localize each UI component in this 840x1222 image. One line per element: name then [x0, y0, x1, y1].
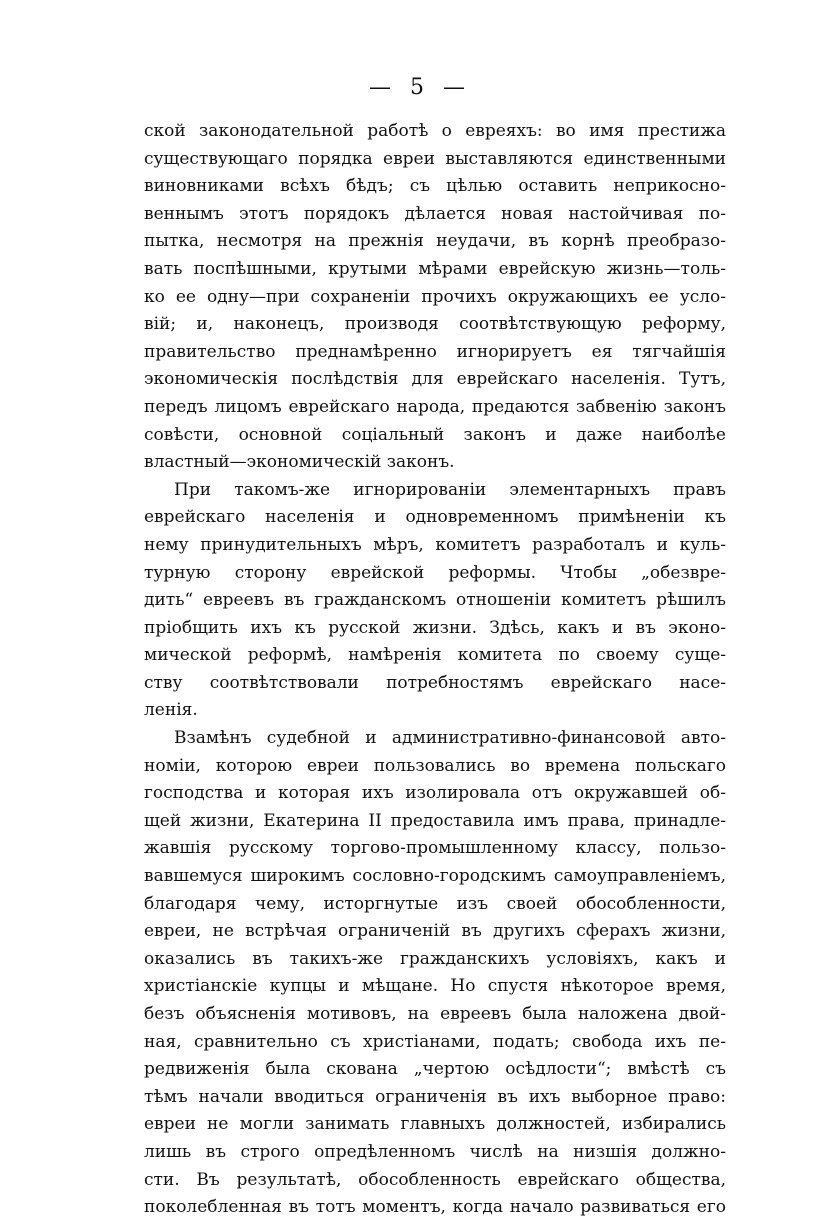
text-line: ная, сравнительно съ христіанами, подать; свобода ихъ пе- — [144, 1031, 726, 1052]
text-line: ству соотвѣтствовали потребностямъ еврейскаго насе- — [144, 672, 726, 693]
text-line: вать поспѣшными, крутыми мѣрами еврейскую жизнь—толь- — [144, 258, 726, 279]
text-line: передъ лицомъ еврейскаго народа, предаются забвенію законъ — [144, 396, 726, 417]
text-line: ской законодательной работѣ о евреяхъ: во имя престижа — [144, 121, 726, 141]
text-line: тѣмъ начали вводиться ограниченія въ ихъ выборное право: — [144, 1086, 726, 1107]
text-line: виновниками всѣхъ бѣдъ; съ цѣлью оставить неприкосно- — [144, 176, 726, 197]
text-line: жавшія русскому торгово-промышленному классу, пользо- — [144, 838, 726, 859]
text-line: ко ее одну—при сохраненіи прочихъ окружающихъ ее усло- — [144, 286, 726, 307]
body-text — [144, 118, 726, 1222]
text-line: господства и которая ихъ изолировала отъ окружавшей об- — [144, 783, 726, 804]
text-line: оказались въ такихъ-же гражданскихъ условіяхъ, какъ и — [144, 948, 726, 969]
text-line: щей жизни, Екатерина II предоставила имъ права, принадле- — [144, 810, 726, 831]
text-line: благодаря чему, исторгнутые изъ своей обособленности, — [144, 893, 726, 914]
text-line: Взамѣнъ судебной и административно-финансовой авто- — [174, 728, 726, 749]
text-line: пытка, несмотря на прежнія неудачи, въ корнѣ преобразо- — [144, 231, 726, 252]
text-line: пріобщить ихъ къ русской жизни. Здѣсь, какъ и въ эконо- — [144, 617, 726, 638]
page-number: — 5 — — [369, 75, 471, 100]
text-line: номіи, которою евреи пользовались во времена польскаго — [144, 755, 726, 776]
text-line: При такомъ-же игнорированіи элементарныхъ правъ — [174, 479, 726, 500]
text-line: экономическія послѣдствія для еврейскаго населенія. Тутъ, — [144, 369, 726, 390]
text-line: совѣсти, основной соціальный законъ и даже наиболѣе — [144, 424, 726, 445]
text-line: христіанскіе купцы и мѣщане. Но спустя нѣкоторое время, — [144, 976, 726, 997]
text-line: властный—экономическій законъ. — [144, 452, 455, 473]
text-line: еврейскаго населенія и одновременномъ примѣненіи къ — [144, 507, 726, 528]
text-line: турную сторону еврейской реформы. Чтобы „обезвре- — [144, 562, 726, 583]
text-line: ленія. — [144, 700, 198, 721]
text-line: веннымъ этотъ порядокъ дѣлается новая настойчивая по- — [144, 203, 726, 224]
text-line: поколебленная въ тотъ моментъ, когда начало развиваться его — [144, 1197, 726, 1218]
text-line: существующаго порядка евреи выставляются единственными — [144, 148, 726, 169]
text-line: евреи, не встрѣчая ограниченій въ другихъ сферахъ жизни, — [144, 921, 726, 942]
text-line: редвиженія была скована „чертою осѣдлости“; вмѣстѣ съ — [144, 1059, 726, 1080]
text-line: безъ объясненія мотивовъ, на евреевъ была наложена двой- — [144, 1004, 726, 1024]
text-line: мической реформѣ, намѣренія комитета по своему суще- — [144, 645, 726, 666]
text-line: нему принудительныхъ мѣръ, комитетъ разработалъ и куль- — [144, 534, 726, 555]
text-line: правительство преднамѣренно игнорируетъ ея тягчайшія — [144, 341, 726, 362]
text-line: евреи не могли занимать главныхъ должностей, избирались — [144, 1114, 726, 1135]
text-line: вавшемуся широкимъ сословно-городскимъ самоуправленіемъ, — [144, 866, 726, 887]
text-line: дить“ евреевъ въ гражданскомъ отношеніи комитетъ рѣшилъ — [144, 590, 726, 611]
text-line: лишь въ строго опредѣленномъ числѣ на низшія должно- — [144, 1141, 726, 1162]
text-line: сти. Въ результатѣ, обособленность еврейскаго общества, — [144, 1169, 726, 1190]
text-line: вій; и, наконецъ, производя соотвѣтствующую реформу, — [144, 314, 726, 335]
